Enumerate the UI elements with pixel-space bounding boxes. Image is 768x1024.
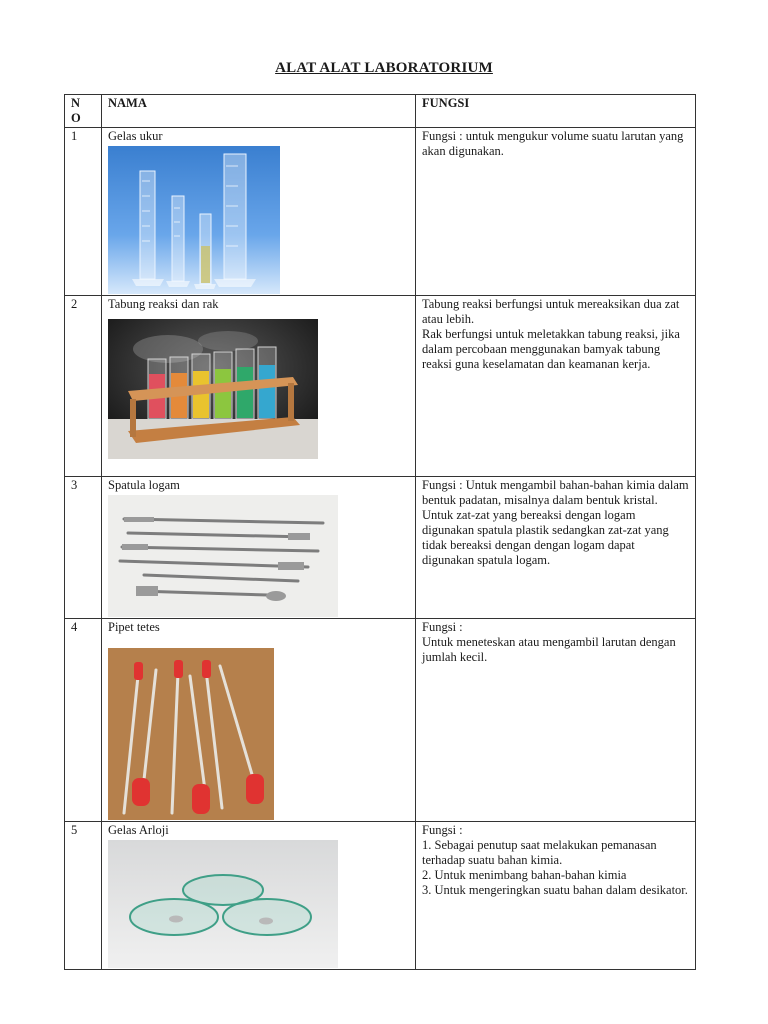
row-number: 1: [65, 128, 102, 296]
row-number: 2: [65, 296, 102, 477]
row-number: 3: [65, 477, 102, 619]
table-row: [65, 822, 696, 970]
metal-spatula-photo: [108, 495, 338, 617]
header-fungsi: FUNGSI: [416, 95, 696, 128]
row-function-cell: [416, 822, 696, 970]
row-name-cell: [102, 128, 416, 296]
function-text: Fungsi :: [422, 823, 463, 837]
row-name-cell: [102, 477, 416, 619]
header-no: NO: [65, 95, 102, 128]
row-name: Gelas Arloji: [108, 823, 169, 837]
table-row: [65, 477, 696, 619]
row-number: 5: [65, 822, 102, 970]
table-row: [65, 128, 696, 296]
row-name-cell: [102, 822, 416, 970]
row-name: Spatula logam: [108, 478, 180, 492]
table-header-row: [65, 95, 696, 128]
watch-glass-photo: [108, 840, 338, 968]
graduated-cylinders-photo: [108, 146, 280, 294]
function-text: Untuk meneteskan atau mengambil larutan dengan jumlah kecil.: [422, 635, 676, 664]
table-row: [65, 296, 696, 477]
function-text: Fungsi :: [422, 620, 463, 634]
row-function-cell: [416, 619, 696, 822]
row-name: Gelas ukur: [108, 129, 163, 143]
row-number: 4: [65, 619, 102, 822]
row-name: Pipet tetes: [108, 620, 160, 634]
test-tube-rack-photo: [108, 319, 318, 459]
function-text: Fungsi : untuk mengukur volume suatu larutan yang akan digunakan.: [422, 129, 684, 158]
header-nama: NAMA: [102, 95, 416, 128]
row-function-cell: [416, 477, 696, 619]
row-name: Tabung reaksi dan rak: [108, 297, 219, 311]
row-function-cell: [416, 296, 696, 477]
document-title: ALAT ALAT LABORATORIUM: [275, 60, 493, 76]
lab-equipment-table: [64, 94, 696, 970]
function-text: 3. Untuk mengeringkan suatu bahan dalam desikator.: [422, 883, 688, 897]
function-text: 2. Untuk menimbang bahan-bahan kimia: [422, 868, 627, 882]
dropper-pipette-photo: [108, 648, 274, 820]
function-text: 1. Sebagai penutup saat melakukan pemanasan terhadap suatu bahan kimia.: [422, 838, 657, 867]
function-text: Rak berfungsi untuk meletakkan tabung reaksi, jika dalam percobaan menggunakan bamyak tabung reaksi guna keselamatan dan keamanan kerja.: [422, 327, 680, 371]
function-text: Tabung reaksi berfungsi untuk mereaksikan dua zat atau lebih.: [422, 297, 680, 326]
row-function-cell: [416, 128, 696, 296]
function-text: Fungsi : Untuk mengambil bahan-bahan kimia dalam bentuk padatan, misalnya dalam bentuk kristal. Untuk zat-zat yang bereaksi dengan logam digunakan spatula plastik sedangkan zat-zat yang tidak bereaksi dengan dengan logam dapat digunakan spatula logam.: [422, 478, 689, 567]
table-row: [65, 619, 696, 822]
row-name-cell: [102, 296, 416, 477]
row-name-cell: [102, 619, 416, 822]
